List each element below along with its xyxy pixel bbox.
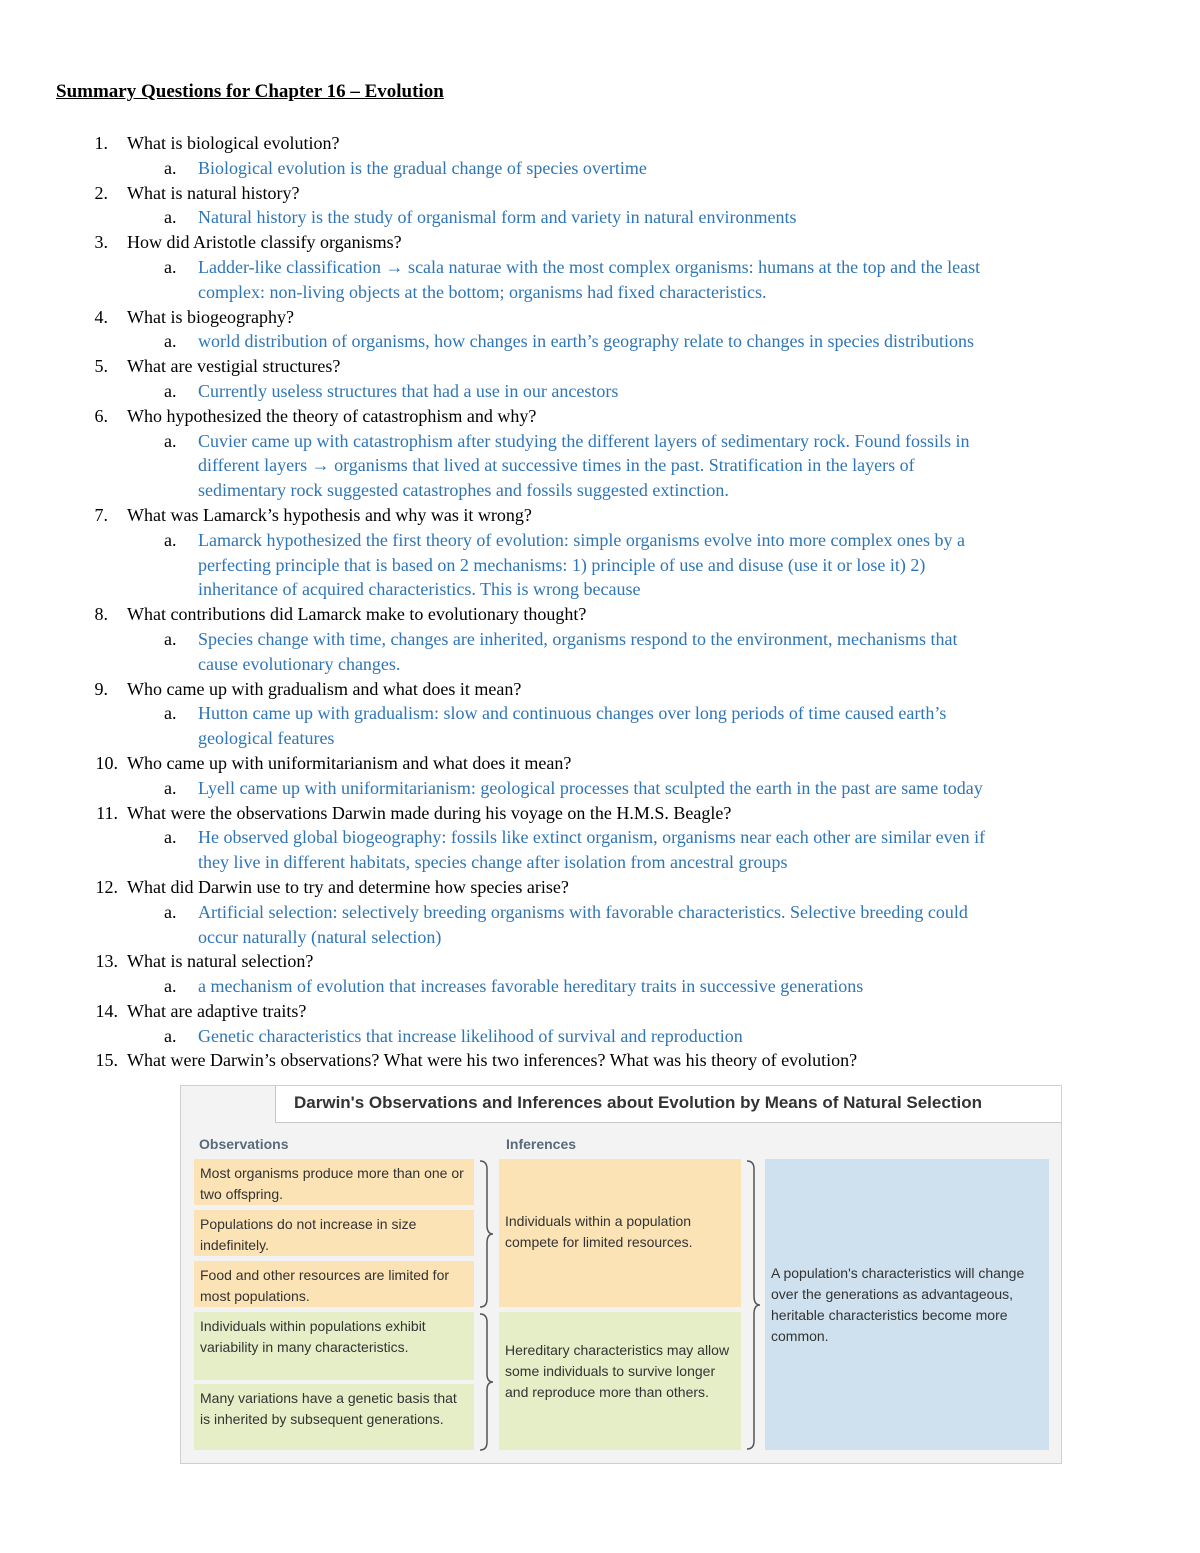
question-row bbox=[0, 305, 1200, 330]
question-number: 9. bbox=[94, 678, 108, 699]
question-text: What is biogeography? bbox=[127, 306, 294, 327]
observation-box: Populations do not increase in size indefinitely. bbox=[194, 1210, 474, 1256]
answer-row bbox=[0, 577, 1200, 602]
answer-letter: a. bbox=[164, 529, 177, 550]
question-text: What did Darwin use to try and determine how species arise? bbox=[127, 876, 569, 897]
question-row bbox=[0, 1048, 1200, 1073]
question-row bbox=[0, 404, 1200, 429]
question-text: What are vestigial structures? bbox=[127, 356, 341, 377]
answer-row bbox=[0, 850, 1200, 875]
question-row bbox=[0, 801, 1200, 826]
answer-text: world distribution of organisms, how changes in earth’s geography relate to changes in species distributions bbox=[198, 331, 975, 352]
answer-text: Genetic characteristics that increase likelihood of survival and reproduction bbox=[198, 1025, 743, 1046]
answer-row bbox=[0, 553, 1200, 578]
answer-row bbox=[0, 280, 1200, 305]
answer-row bbox=[0, 478, 1200, 503]
question-number: 6. bbox=[94, 405, 108, 426]
observation-box: Individuals within populations exhibit variability in many characteristics. bbox=[194, 1312, 474, 1380]
darwin-figure bbox=[180, 1085, 1062, 1464]
inferences-heading: Inferences bbox=[506, 1136, 577, 1152]
brace-icon bbox=[477, 1159, 497, 1309]
inference-box: Hereditary characteristics may allow some individuals to survive longer and reproduce more than others. bbox=[499, 1312, 741, 1450]
question-number: 8. bbox=[94, 604, 108, 625]
question-list bbox=[0, 131, 1200, 1073]
question-row bbox=[0, 131, 1200, 156]
answer-text: Lyell came up with uniformitarianism: geological processes that sculpted the earth in the past are same today bbox=[198, 777, 983, 798]
answer-row bbox=[0, 1024, 1200, 1049]
question-number: 5. bbox=[94, 356, 108, 377]
answer-text: different layers → organisms that lived at successive times in the past. Stratification in the layers of bbox=[198, 455, 915, 476]
answer-row bbox=[0, 776, 1200, 801]
observations-heading: Observations bbox=[199, 1136, 289, 1152]
question-number: 4. bbox=[94, 306, 108, 327]
answer-row bbox=[0, 652, 1200, 677]
question-number: 12. bbox=[95, 876, 118, 897]
answer-text: they live in different habitats, species change after isolation from ancestral groups bbox=[198, 852, 788, 873]
answer-text: complex: non-living objects at the bottom; organisms had fixed characteristics. bbox=[198, 281, 767, 302]
question-number: 3. bbox=[94, 232, 108, 253]
question-number: 10. bbox=[95, 752, 118, 773]
answer-letter: a. bbox=[164, 703, 177, 724]
answer-letter: a. bbox=[164, 157, 177, 178]
question-text: What contributions did Lamarck make to evolutionary thought? bbox=[127, 604, 587, 625]
question-row bbox=[0, 602, 1200, 627]
answer-text: perfecting principle that is based on 2 mechanisms: 1) principle of use and disuse (use it or lose it) 2) bbox=[198, 554, 926, 575]
question-number: 15. bbox=[95, 1050, 118, 1071]
answer-text: Artificial selection: selectively breeding organisms with favorable characteristics. Selective breeding could bbox=[198, 901, 968, 922]
answer-text: Species change with time, changes are inherited, organisms respond to the environment, mechanisms that bbox=[198, 628, 958, 649]
question-text: Who hypothesized the theory of catastrophism and why? bbox=[127, 405, 537, 426]
answer-text: Biological evolution is the gradual change of species overtime bbox=[198, 157, 647, 178]
question-row bbox=[0, 875, 1200, 900]
answer-text: occur naturally (natural selection) bbox=[198, 926, 442, 947]
question-text: Who came up with gradualism and what does it mean? bbox=[127, 678, 522, 699]
brace-icon bbox=[744, 1159, 764, 1451]
question-text: What was Lamarck’s hypothesis and why was it wrong? bbox=[127, 504, 532, 525]
question-row bbox=[0, 949, 1200, 974]
answer-letter: a. bbox=[164, 628, 177, 649]
document-title: Summary Questions for Chapter 16 – Evolution bbox=[56, 81, 444, 102]
answer-letter: a. bbox=[164, 430, 177, 451]
answer-text: Ladder-like classification → scala naturae with the most complex organisms: humans at the top and the least bbox=[198, 256, 981, 277]
answer-text: He observed global biogeography: fossils like extinct organism, organisms near each other are similar even if bbox=[198, 827, 986, 848]
observation-box: Many variations have a genetic basis that is inherited by subsequent generations. bbox=[194, 1384, 474, 1450]
answer-text: Natural history is the study of organismal form and variety in natural environments bbox=[198, 207, 797, 228]
question-row bbox=[0, 677, 1200, 702]
question-text: What are adaptive traits? bbox=[127, 1000, 307, 1021]
answer-row bbox=[0, 925, 1200, 950]
question-text: What were the observations Darwin made during his voyage on the H.M.S. Beagle? bbox=[127, 802, 732, 823]
answer-text: Hutton came up with gradualism: slow and continuous changes over long periods of time caused earth’s bbox=[198, 703, 947, 724]
answer-text: Cuvier came up with catastrophism after studying the different layers of sedimentary rock. Found fossils in bbox=[198, 430, 970, 451]
question-text: What is natural selection? bbox=[127, 951, 314, 972]
observation-box: Food and other resources are limited for most populations. bbox=[194, 1261, 474, 1307]
question-number: 13. bbox=[95, 951, 118, 972]
figure-title-box bbox=[275, 1086, 1061, 1123]
answer-row bbox=[0, 255, 1200, 280]
answer-letter: a. bbox=[164, 777, 177, 798]
brace-icon bbox=[477, 1312, 497, 1452]
answer-row bbox=[0, 726, 1200, 751]
answer-row bbox=[0, 825, 1200, 850]
conclusion-box: A population's characteristics will change over the generations as advantageous, heritable characteristics become more common. bbox=[765, 1159, 1049, 1450]
answer-text: cause evolutionary changes. bbox=[198, 653, 401, 674]
question-row bbox=[0, 751, 1200, 776]
answer-letter: a. bbox=[164, 827, 177, 848]
answer-row bbox=[0, 627, 1200, 652]
question-number: 14. bbox=[95, 1000, 118, 1021]
answer-text: geological features bbox=[198, 728, 335, 749]
answer-row bbox=[0, 429, 1200, 454]
answer-letter: a. bbox=[164, 331, 177, 352]
answer-row bbox=[0, 528, 1200, 553]
answer-letter: a. bbox=[164, 1025, 177, 1046]
answer-row bbox=[0, 900, 1200, 925]
answer-letter: a. bbox=[164, 256, 177, 277]
answer-row bbox=[0, 156, 1200, 181]
figure-title: Darwin's Observations and Inferences about Evolution by Means of Natural Selection bbox=[294, 1093, 982, 1112]
question-number: 11. bbox=[96, 802, 118, 823]
answer-letter: a. bbox=[164, 207, 177, 228]
question-row bbox=[0, 354, 1200, 379]
question-text: What is biological evolution? bbox=[127, 133, 340, 153]
question-row bbox=[0, 181, 1200, 206]
answer-text: Currently useless structures that had a use in our ancestors bbox=[198, 380, 619, 401]
question-number: 2. bbox=[94, 182, 108, 203]
inference-box: Individuals within a population compete for limited resources. bbox=[499, 1159, 741, 1307]
answer-row bbox=[0, 453, 1200, 478]
question-text: What is natural history? bbox=[127, 182, 300, 203]
question-row bbox=[0, 230, 1200, 255]
answer-text: inheritance of acquired characteristics. This is wrong because bbox=[198, 579, 641, 600]
answer-letter: a. bbox=[164, 976, 177, 997]
question-text: How did Aristotle classify organisms? bbox=[127, 232, 402, 253]
question-text: What were Darwin’s observations? What were his two inferences? What was his theory of evolution? bbox=[127, 1050, 858, 1071]
question-number: 1. bbox=[94, 133, 108, 153]
answer-letter: a. bbox=[164, 380, 177, 401]
answer-row bbox=[0, 974, 1200, 999]
answer-row bbox=[0, 701, 1200, 726]
question-text: Who came up with uniformitarianism and what does it mean? bbox=[127, 752, 572, 773]
question-row bbox=[0, 503, 1200, 528]
observation-box: Most organisms produce more than one or two offspring. bbox=[194, 1159, 474, 1205]
question-number: 7. bbox=[94, 504, 108, 525]
answer-text: Lamarck hypothesized the first theory of evolution: simple organisms evolve into more complex ones by a bbox=[198, 529, 965, 550]
answer-row bbox=[0, 205, 1200, 230]
answer-row bbox=[0, 379, 1200, 404]
answer-row bbox=[0, 329, 1200, 354]
answer-text: sedimentary rock suggested catastrophes and fossils suggested extinction. bbox=[198, 480, 729, 501]
answer-letter: a. bbox=[164, 901, 177, 922]
question-row bbox=[0, 999, 1200, 1024]
answer-text: a mechanism of evolution that increases favorable hereditary traits in successive generations bbox=[198, 976, 864, 997]
